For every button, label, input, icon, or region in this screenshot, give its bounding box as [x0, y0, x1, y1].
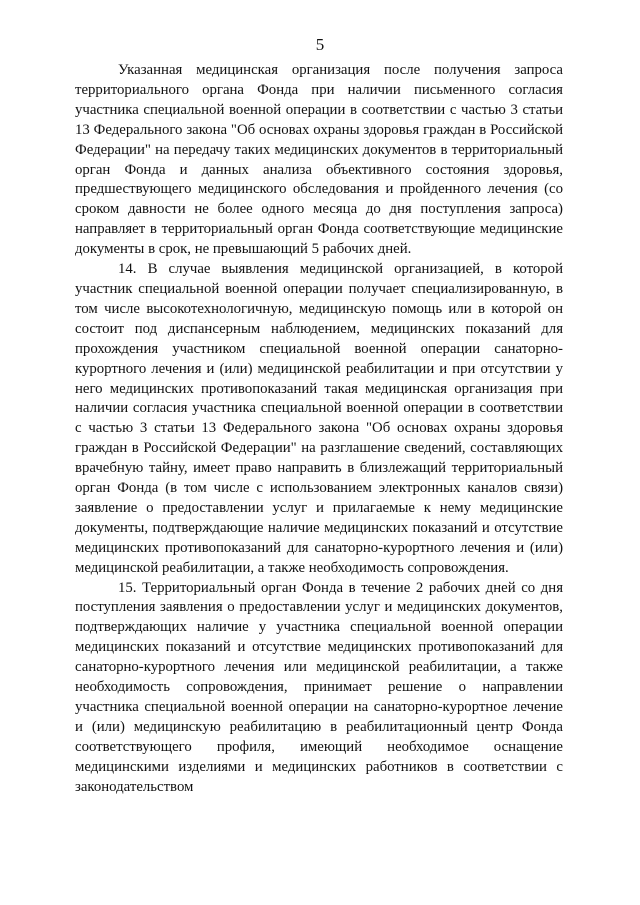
document-body [75, 61, 563, 798]
paragraph-14: 14. В случае выявления медицинской организацией, в которой участник специальной военной операции получает специализированную, в том числе высокотехнологичную, медицинскую помощь или в которой он состоит под диспансерным наблюдением, медицинских показаний для прохождения участником специальной военной операции санаторно-курортного лечения и (или) медицинской реабилитации и при отсутствии у него медицинских противопоказаний такая медицинская организация при наличии согласия участника специальной военной операции в соответствии с частью 3 статьи 13 Федерального закона "Об основах охраны здоровья граждан в Российской Федерации" на разглашение сведений, составляющих врачебную тайну, имеет право направить в близлежащий территориальный орган Фонда (в том числе с использованием электронных каналов связи) заявление о предоставлении услуг и прилагаемые к нему медицинские документы, подтверждающие наличие медицинских показаний и отсутствие медицинских противопоказаний для санаторно-курортного лечения и (или) медицинской реабилитации, а также необходимость сопровождения. [75, 261, 563, 576]
page-number: 5 [315, 35, 325, 54]
paragraph-continuation: Указанная медицинская организация после получения запроса территориального органа Фонда при наличии письменного согласия участника специальной военной операции в соответствии с частью 3 статьи 13 Федерального закона "Об основах охраны здоровья граждан в Российской Федерации" на передачу таких медицинских документов в территориальный орган Фонда и данных анализа объективного состояния здоровья, предшествующего медицинского обследования и пройденного лечения (со сроком давности не более одного месяца до дня поступления запроса) направляет в территориальный орган Фонда соответствующие медицинские документы в срок, не превышающий 5 рабочих дней. [75, 62, 563, 258]
paragraph-15: 15. Территориальный орган Фонда в течение 2 рабочих дней со дня поступления заявления о предоставлении услуг и медицинских документов, подтверждающих наличие у участника специальной военной операции медицинских показаний и отсутствие медицинских противопоказаний для санаторно-курортного лечения или медицинской реабилитации, а также необходимость сопровождения, принимает решение о направлении участника специальной военной операции на санаторно-курортное лечение и (или) медицинскую реабилитацию в реабилитационный центр Фонда соответствующего профиля, имеющий необходимое оснащение медицинскими изделиями и медицинских работников в соответствии с законодательством [75, 579, 563, 795]
